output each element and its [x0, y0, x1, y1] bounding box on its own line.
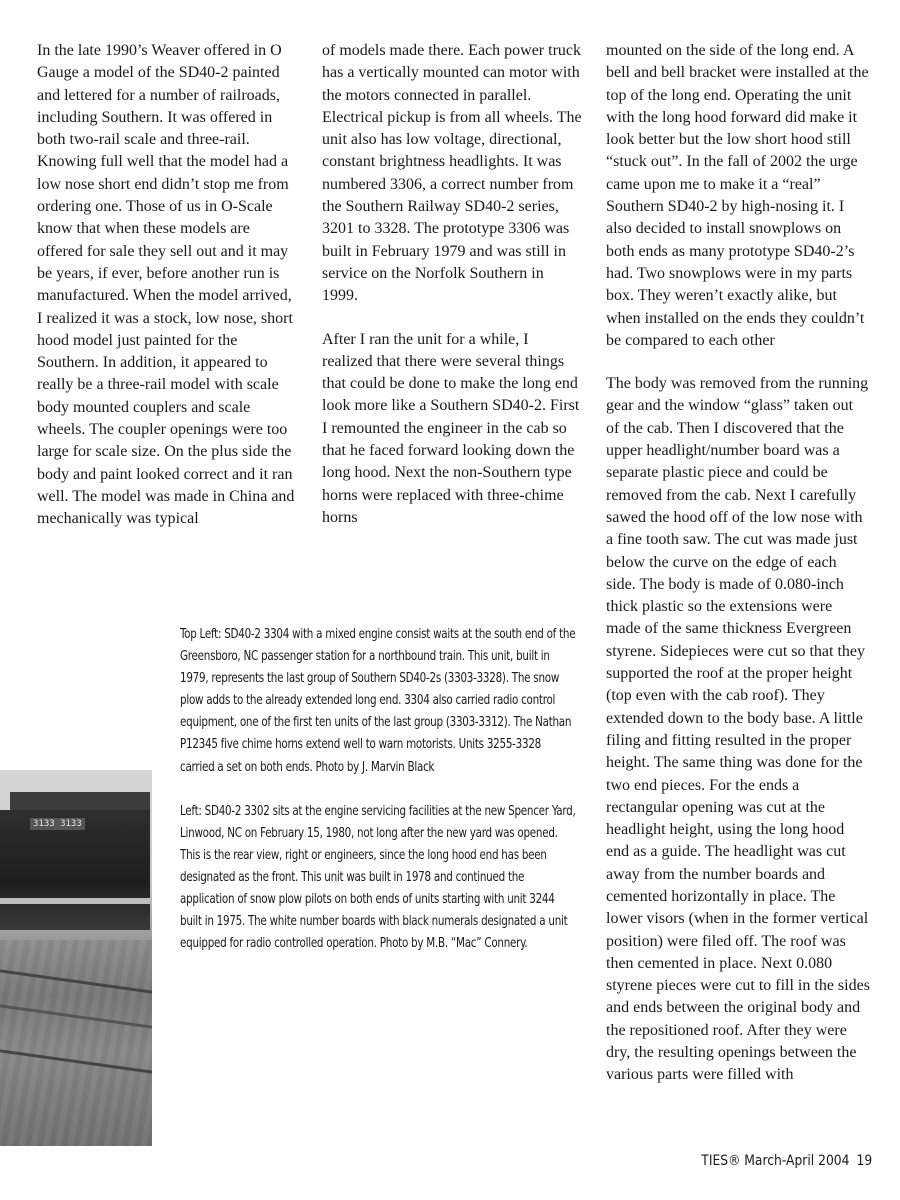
paragraph: of models made there. Each power truck has a vertically mounted can motor with the motors connected in parallel. Electrical pickup is from all wheels. The unit also has low voltage, directional, constant brightness headlights. It was numbered 3306, a correct number from the Southern Railway SD40-2 series, 3201 to 3328. The prototype 3306 was built in February 1979 and was still in service on the Norfolk Southern in 1999.: [322, 42, 582, 305]
page-number: 19: [856, 1153, 872, 1169]
publication-info: TIES® March-April 2004: [701, 1153, 850, 1169]
page-footer: [701, 1153, 872, 1169]
locomotive-photo: [0, 770, 152, 1146]
article-column-3: [606, 40, 870, 1087]
paragraph: In the late 1990’s Weaver offered in O Gauge a model of the SD40-2 painted and lettered for a number of railroads, including Southern. It was offered in both two-rail scale and three-rail. Knowing full well that the model had a low nose short end didn’t stop me from ordering one. Those of us in O-Scale know that when these models are offered for sale they sell out and it may be years, if ever, before another run is manufactured. When the model arrived, I realized it was a stock, low nose, short hood model just painted for the Southern. In addition, it appeared to really be a three-rail model with scale body mounted couplers and scale wheels. The coupler openings were too large for scale size. On the plus side the body and paint looked correct and it ran well. The model was made in China and mechanically was typical: [37, 42, 295, 528]
locomotive-stripe: [0, 898, 150, 904]
ground: [0, 940, 152, 1146]
caption-left: Left: SD40-2 3302 sits at the engine servicing facilities at the new Spencer Yard, Linwood, NC on February 15, 1980, not long after the new yard was opened. This is the rear view, right or engineers, since the long hood end has been designated as the front. This unit was built in 1978 and continued the application of snow plow pilots on both ends of units starting with unit 3244 built in 1975. The white number boards with black numerals designated a unit equipped for radio controlled operation. Photo by M.B. “Mac” Connery.: [180, 803, 576, 952]
article-column-1: [37, 40, 295, 531]
paragraph: mounted on the side of the long end. A bell and bell bracket were installed at the top of the long end. Operating the unit with the long hood forward did make it look better but the low short hood still “stuck out”. In the fall of 2002 the urge came upon me to make it a “real” Southern SD40-2 by high-nosing it. I also decided to install snowplows on both ends as many prototype SD40-2’s had. Two snowplows were in my parts box. They weren’t exactly alike, but when installed on the ends they couldn’t be compared to each other: [606, 42, 869, 349]
paragraph: After I ran the unit for a while, I realized that there were several things that could be done to make the long end look more like a Southern SD40-2. First I remounted the engineer in the cab so that he faced forward looking down the long hood. Next the non-Southern type horns were replaced with three-chime horns: [322, 330, 580, 526]
number-board: 3133 3133: [30, 818, 85, 830]
caption-top-left: Top Left: SD40-2 3304 with a mixed engine consist waits at the south end of the Greensboro, NC passenger station for a northbound train. This unit, built in 1979, represents the last group of Southern SD40-2s (3303-3328). The snow plow adds to the already extended long end. 3304 also carried radio control equipment, one of the first ten units of the last group (3303-3312). The Nathan P12345 five chime horns extend well to warn motorists. Units 3255-3328 carried a set on both ends. Photo by J. Marvin Black: [180, 627, 576, 775]
photo-captions: [180, 624, 576, 955]
paragraph: The body was removed from the running gear and the window “glass” taken out of the cab. Then I discovered that the upper headlight/number board was a separate plastic piece and could be removed from the cab. Next I carefully sawed the hood off of the low nose with a fine tooth saw. The cut was made just below the curve on the edge of each side. The body is made of 0.080-inch thick plastic so the extensions were made of the same thickness Evergreen styrene. Sidepieces were cut so that they supported the roof at the proper height (top even with the cab roof). They extended down to the body base. A little filing and fitting resulted in the proper height. The same thing was done for the two end pieces. For the ends a rectangular opening was cut at the headlight height, using the long hood end as a guide. The headlight was cut away from the number boards and cemented horizontally in place. The lower visors (when in the former vertical position) were filed off. The roof was then cemented in place. Next 0.080 styrene pieces were cut to fill in the sides and ends between the original body and the repositioned roof. After they were dry, the resulting openings between the various parts were filled with: [606, 375, 870, 1084]
locomotive-roof: [10, 792, 150, 812]
article-column-2: [322, 40, 582, 529]
